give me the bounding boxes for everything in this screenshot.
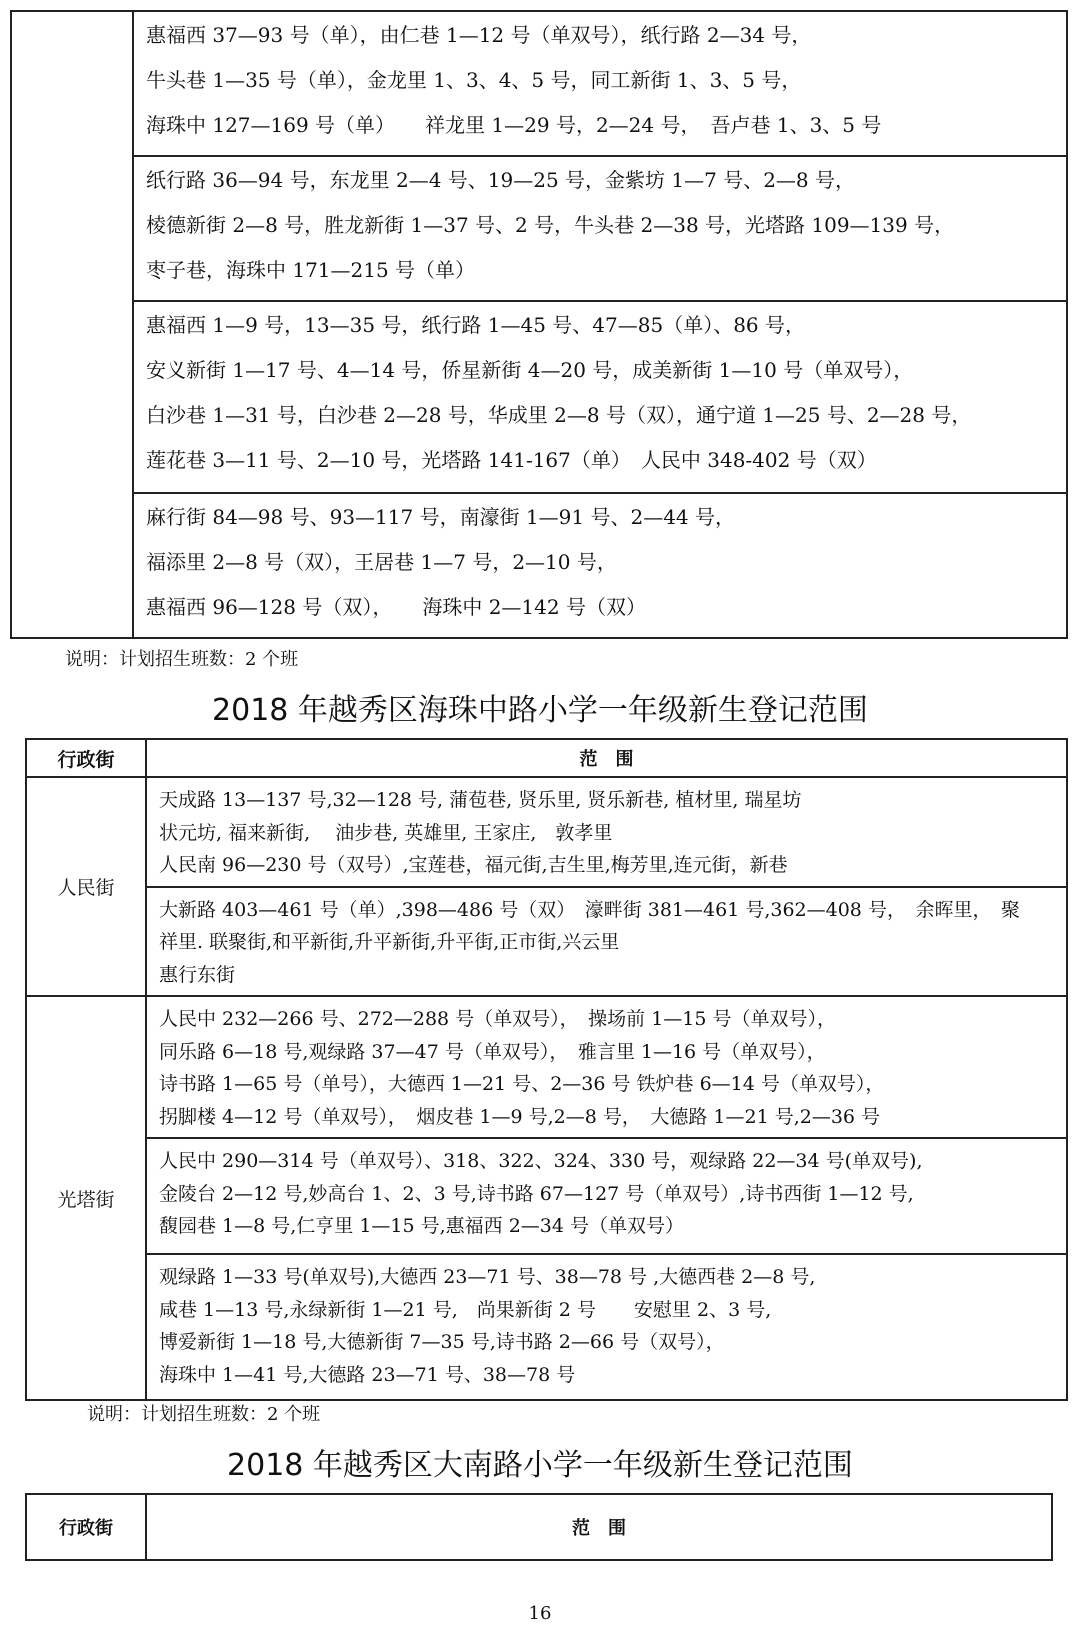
range-line: 同乐路 6—18 号,观绿路 37—47 号（单双号）， 雅言里 1—16 号（单双号）， — [159, 1040, 826, 1063]
range-line: 麻行街 84—98 号、93—117 号，南濠街 1—91 号、2—44 号， — [146, 505, 736, 529]
street-name: 人民街 — [26, 777, 146, 996]
range-line: 诗书路 1—65 号（单号），大德西 1—21 号、2—36 号 铁炉巷 6—14 号（单双号）， — [159, 1073, 885, 1095]
range-line: 牛头巷 1—35 号（单），金龙里 1、3、4、5 号，同工新街 1、3、5 号， — [146, 68, 802, 92]
range-block — [146, 1254, 1067, 1400]
range-line: 福添里 2—8 号（双），王居巷 1—7 号，2—10 号， — [146, 550, 617, 574]
range-line: 惠福西 1—9 号，13—35 号，纸行路 1—45 号、47—85（单）、86 号， — [146, 313, 806, 337]
registration-table — [25, 1493, 1053, 1561]
range-line: 莲花巷 3—11 号、2—10 号，光塔路 141-167（单） 人民中 348-402 号（双） — [146, 448, 877, 472]
range-block — [146, 1138, 1067, 1254]
header-range: 范 围 — [146, 1494, 1052, 1560]
range-block — [133, 11, 1067, 156]
range-line: 拐脚楼 4—12 号（单双号）， 烟皮巷 1—9 号,2—8 号， 大德路 1—21 号,2—36 号 — [159, 1105, 881, 1128]
range-line: 祥里. 联聚街,和平新街,升平新街,升平街,正市街,兴云里 — [159, 931, 620, 953]
range-line: 博爱新街 1—18 号,大德新街 7—35 号,诗书路 2—66 号（双号）， — [159, 1331, 725, 1353]
range-line: 惠福西 37—93 号（单），由仁巷 1—12 号（单双号），纸行路 2—34 号， — [146, 23, 812, 47]
range-line: 纸行路 36—94 号，东龙里 2—4 号、19—25 号，金紫坊 1—7 号、2—8 号， — [146, 168, 856, 192]
registration-table — [25, 738, 1068, 1401]
range-line: 海珠中 127—169 号（单） 祥龙里 1—29 号，2—24 号， 吾卢巷 1、3、5 号 — [146, 113, 882, 137]
range-line: 人民中 232—266 号、272—288 号（单双号）， 操场前 1—15 号（单双号）， — [159, 1008, 837, 1030]
range-line: 惠福西 96—128 号（双）， 海珠中 2—142 号（双） — [146, 595, 646, 619]
range-line: 金陵台 2—12 号,妙高台 1、2、3 号,诗书路 67—127 号（单双号）,诗书西街 1—12 号, — [159, 1182, 914, 1205]
page-number: 16 — [528, 1603, 552, 1624]
enrollment-note: 说明：计划招生班数：2 个班 — [65, 649, 299, 670]
range-block — [146, 777, 1067, 887]
range-line: 咸巷 1—13 号,永绿新街 1—21 号, 尚果新街 2 号 安慰里 2、3 号, — [159, 1298, 772, 1321]
enrollment-note: 说明：计划招生班数：2 个班 — [87, 1404, 321, 1425]
street-cell-empty — [11, 11, 133, 638]
range-line: 状元坊, 福来新街, 油步巷, 英雄里, 王家庄, 敦孝里 — [159, 821, 613, 844]
range-line: 惠行东街 — [159, 963, 236, 986]
range-line: 观绿路 1—33 号(单双号),大德西 23—71 号、38—78 号 ,大德西巷 2—8 号, — [159, 1266, 816, 1288]
continuation-table — [10, 10, 1068, 639]
header-street: 行政街 — [26, 1494, 146, 1560]
range-line: 馥园巷 1—8 号,仁亨里 1—15 号,惠福西 2—34 号（单双号） — [159, 1215, 685, 1237]
section-title: 2018 年越秀区海珠中路小学一年级新生登记范围 — [212, 693, 868, 728]
header-street: 行政街 — [26, 739, 146, 777]
header-range: 范 围 — [146, 739, 1067, 777]
range-line: 安义新街 1—17 号、4—14 号，侨星新街 4—20 号，成美新街 1—10 号（单双号）， — [146, 358, 914, 382]
range-line: 枣子巷，海珠中 171—215 号（单） — [146, 258, 476, 282]
range-line: 人民南 96—230 号（双号）,宝莲巷，福元街,吉生里,梅芳里,连元街，新巷 — [159, 854, 788, 876]
range-block — [146, 887, 1067, 997]
range-line: 大新路 403—461 号（单）,398—486 号（双） 濠畔街 381—461 号,362—408 号， 余晖里， 聚 — [159, 898, 1020, 921]
range-block — [133, 156, 1067, 301]
section-title: 2018 年越秀区大南路小学一年级新生登记范围 — [227, 1448, 853, 1483]
range-block — [146, 996, 1067, 1138]
range-line: 天成路 13—137 号,32—128 号, 蒲苞巷, 贤乐里, 贤乐新巷, 植材里, 瑞星坊 — [159, 789, 802, 811]
range-line: 海珠中 1—41 号,大德路 23—71 号、38—78 号 — [159, 1363, 576, 1386]
range-line: 棱德新街 2—8 号，胜龙新街 1—37 号、2 号，牛头巷 2—38 号，光塔路 109—139 号， — [146, 213, 955, 237]
range-block — [133, 493, 1067, 638]
range-line: 白沙巷 1—31 号，白沙巷 2—28 号，华成里 2—8 号（双），通宁道 1—25 号、2—28 号， — [146, 403, 972, 427]
range-line: 人民中 290—314 号（单双号）、318、322、324、330 号，观绿路 22—34 号(单双号), — [159, 1150, 923, 1172]
range-block — [133, 301, 1067, 493]
street-name: 光塔街 — [26, 996, 146, 1400]
